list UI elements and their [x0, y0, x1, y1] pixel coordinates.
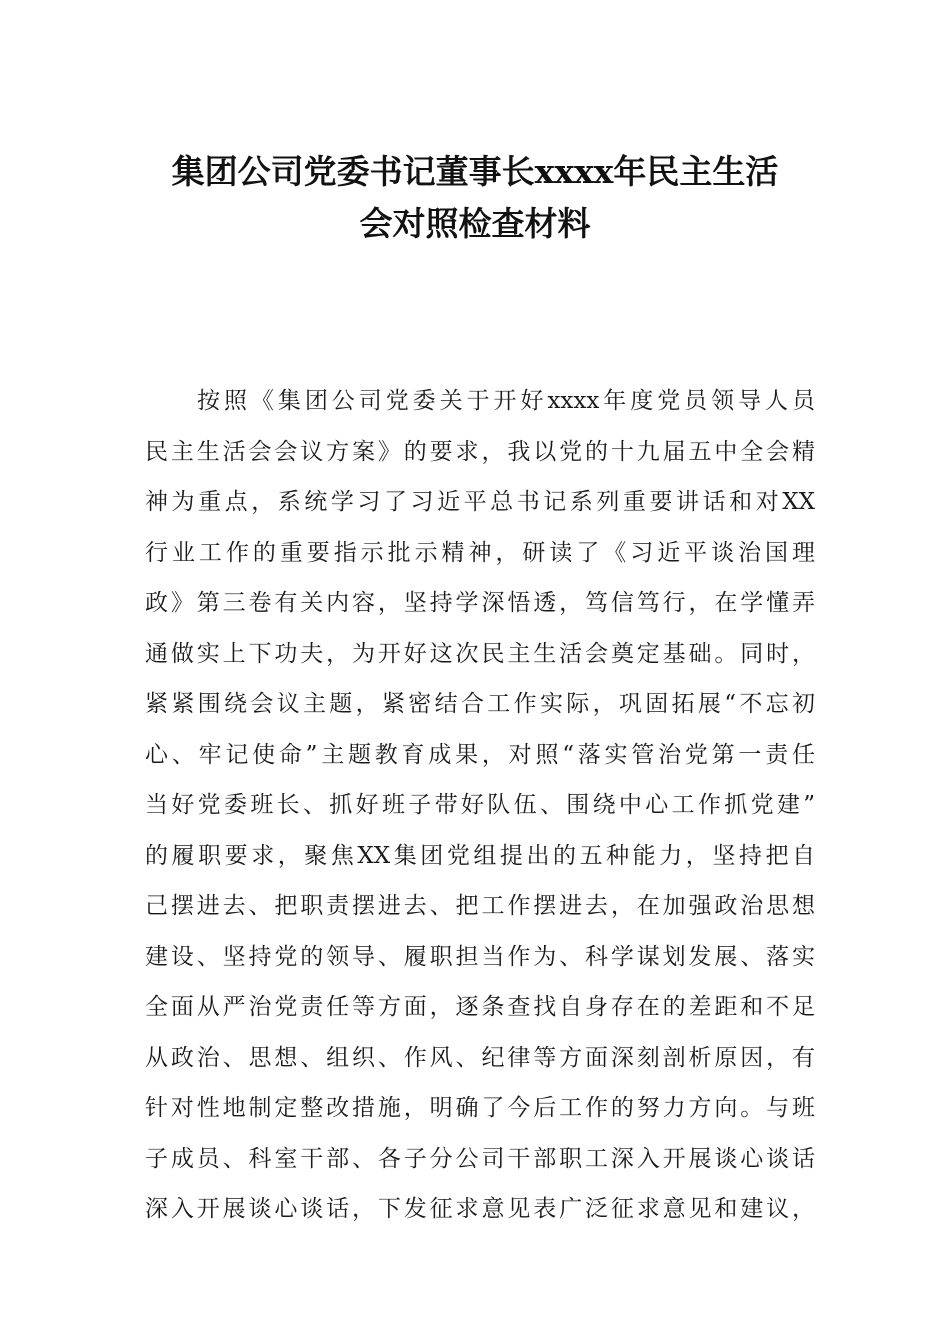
paragraph-line: 通做实上下功夫，为开好这次民主生活会奠定基础。同时， [145, 640, 815, 667]
paragraph-line: 心、牢记使命”主题教育成果，对照“落实管治党第一责任 [145, 741, 815, 768]
paragraph-line: 深入开展谈心谈话，下发征求意见表广泛征求意见和建议， [145, 1196, 815, 1222]
paragraph-line: 紧紧围绕会议主题，紧密结合工作实际，巩固拓展“不忘初 [145, 691, 815, 717]
paragraph-line: 政》第三卷有关内容，坚持学深悟透，笃信笃行，在学懂弄 [145, 590, 815, 616]
paragraph-line: 当好党委班长、抓好班子带好队伍、围绕中心工作抓党建” [145, 792, 815, 818]
title-line-1: 集团公司党委书记董事长xxxx年民主生活 [171, 152, 779, 191]
paragraph-line: 建设、坚持党的领导、履职担当作为、科学谋划发展、落实 [145, 943, 815, 970]
document-title [120, 146, 830, 250]
paragraph-line: 的履职要求，聚焦XX集团党组提出的五种能力，坚持把自 [145, 842, 815, 869]
paragraph-line: 民主生活会会议方案》的要求，我以党的十九届五中全会精 [145, 438, 815, 465]
paragraph-line: 神为重点，系统学习了习近平总书记系列重要讲话和对XX [145, 489, 815, 515]
title-line-2: 会对照检查材料 [359, 204, 591, 243]
paragraph-line: 按照《集团公司党委关于开好xxxx年度党员领导人员 [197, 388, 815, 414]
paragraph-line: 行业工作的重要指示批示精神，研读了《习近平谈治国理 [145, 539, 815, 566]
paragraph-line: 子成员、科室干部、各子分公司干部职工深入开展谈心谈话 [145, 1145, 815, 1172]
paragraph-line: 从政治、思想、组织、作风、纪律等方面深刻剖析原因，有 [145, 1044, 815, 1071]
paragraph-line: 己摆进去、把职责摆进去、把工作摆进去，在加强政治思想 [145, 893, 815, 919]
paragraph-line: 针对性地制定整改措施，明确了今后工作的努力方向。与班 [145, 1095, 815, 1121]
paragraph-line: 全面从严治党责任等方面，逐条查找自身存在的差距和不足 [145, 994, 815, 1020]
body-paragraph [145, 376, 815, 1235]
